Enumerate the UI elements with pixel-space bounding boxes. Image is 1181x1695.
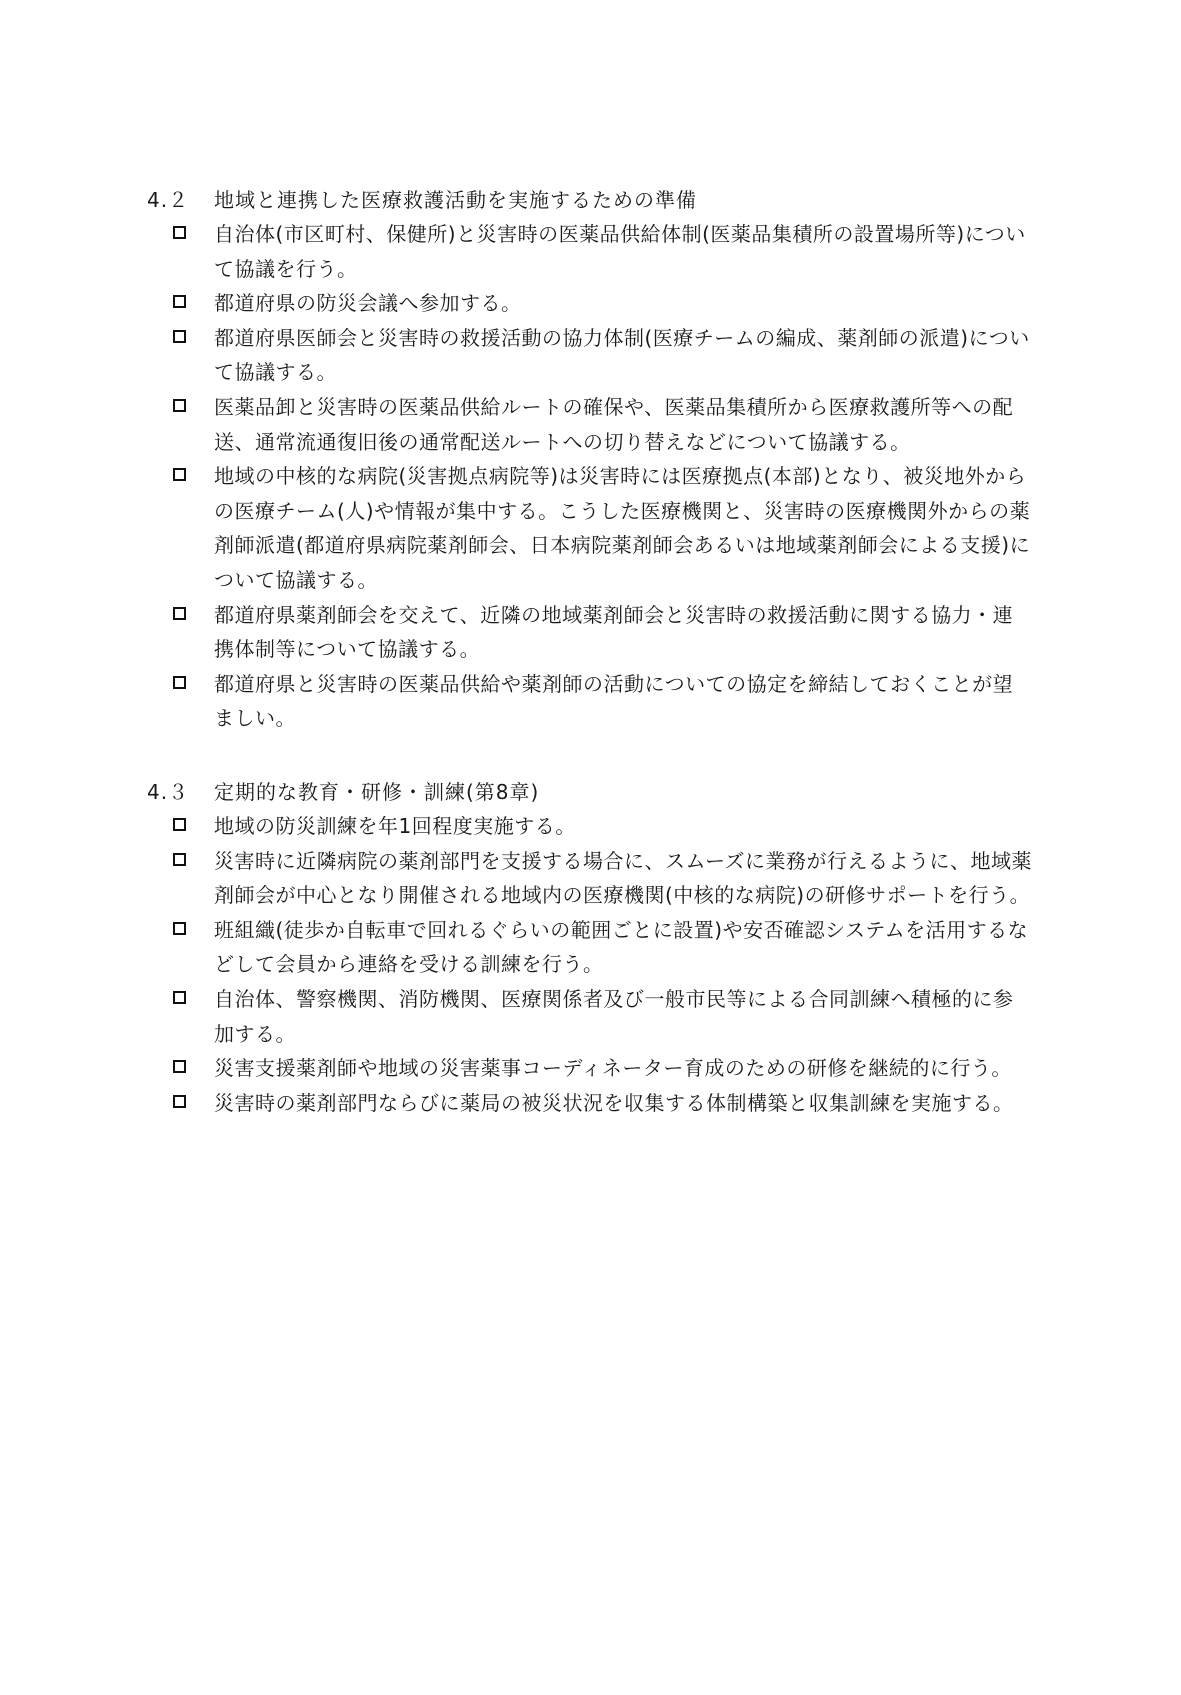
section-number: 4.３ <box>147 780 190 804</box>
checklist-item-text: 災害支援薬剤師や地域の災害薬事コーディネーター育成のための研修を継続的に行う。 <box>214 1056 1012 1081</box>
section-title: 地域と連携した医療救護活動を実施するための準備 <box>214 188 697 212</box>
checklist-item <box>147 321 1047 390</box>
empty-checkbox-icon[interactable] <box>173 676 186 689</box>
empty-checkbox-icon[interactable] <box>173 399 186 412</box>
checklist-item-text: 災害時の薬剤部門ならびに薬局の被災状況を収集する体制構築と収集訓練を実施する。 <box>214 1090 1014 1115</box>
empty-checkbox-icon[interactable] <box>173 853 186 866</box>
checklist-item-text: 災害時に近隣病院の薬剤部門を支援する場合に、スムーズに業務が行えるように、地域薬剤師会が中心となり開催される地域内の医療機関(中核的な病院)の研修サポートを行う。 <box>214 848 1032 908</box>
section-number: 4.２ <box>147 188 190 212</box>
checklist-item-text: 都道府県の防災会議へ参加する。 <box>214 291 522 316</box>
checklist-item-text: 都道府県医師会と災害時の救援活動の協力体制(医療チームの編成、薬剤師の派遣)について協議する。 <box>214 325 1030 385</box>
checklist-item <box>147 390 1047 459</box>
empty-checkbox-icon[interactable] <box>173 818 186 831</box>
empty-checkbox-icon[interactable] <box>173 468 186 481</box>
checklist-item-text: 医薬品卸と災害時の医薬品供給ルートの確保や、医薬品集積所から医療救護所等への配送、通常流通復旧後の通常配送ルートへの切り替えなどについて協議する。 <box>214 394 1014 454</box>
checklist-item <box>147 1051 1047 1086</box>
checklist-item <box>147 598 1047 667</box>
checklist-item-text: 地域の中核的な病院(災害拠点病院等)は災害時には医療拠点(本部)となり、被災地外からの医療チーム(人)や情報が集中する。こうした医療機関と、災害時の医療機関外からの薬剤師派遣(都道府県病院薬剤師会、日本病院薬剤師会あるいは地域薬剤師会による支援)について協議する。 <box>214 464 1031 592</box>
checklist-item-text: 地域の防災訓練を年1回程度実施する。 <box>214 814 576 838</box>
checklist-item-text: 都道府県薬剤師会を交えて、近隣の地域薬剤師会と災害時の救援活動に関する協力・連携体制等について協議する。 <box>214 602 1014 662</box>
checklist-item <box>147 982 1047 1051</box>
checklist-item-text: 自治体、警察機関、消防機関、医療関係者及び一般市民等による合同訓練へ積極的に参加する。 <box>214 986 1014 1046</box>
section-4-2 <box>147 183 1047 736</box>
checklist-item <box>147 459 1047 597</box>
empty-checkbox-icon[interactable] <box>173 922 186 935</box>
checklist-item <box>147 286 1047 321</box>
checklist-item <box>147 1086 1047 1121</box>
section-4-3 <box>147 775 1047 1120</box>
checklist-item <box>147 844 1047 913</box>
checklist-item <box>147 809 1047 844</box>
checklist-item <box>147 667 1047 736</box>
empty-checkbox-icon[interactable] <box>173 226 186 239</box>
empty-checkbox-icon[interactable] <box>173 330 186 343</box>
checklist-item-text: 都道府県と災害時の医薬品供給や薬剤師の活動についての協定を締結しておくことが望ましい。 <box>214 671 1014 731</box>
checklist-item <box>147 217 1047 286</box>
checklist-item-text: 自治体(市区町村、保健所)と災害時の医薬品供給体制(医薬品集積所の設置場所等)について協議を行う。 <box>214 222 1026 281</box>
empty-checkbox-icon[interactable] <box>173 1095 186 1108</box>
section-heading <box>147 775 1047 809</box>
empty-checkbox-icon[interactable] <box>173 991 186 1004</box>
empty-checkbox-icon[interactable] <box>173 607 186 620</box>
checklist-item <box>147 913 1047 982</box>
empty-checkbox-icon[interactable] <box>173 1060 186 1073</box>
section-heading <box>147 183 1047 217</box>
section-title: 定期的な教育・研修・訓練(第8章) <box>214 780 540 804</box>
empty-checkbox-icon[interactable] <box>173 295 186 308</box>
checklist-item-text: 班組織(徒歩か自転車で回れるぐらいの範囲ごとに設置)や安否確認システムを活用するなどして会員から連絡を受ける訓練を行う。 <box>214 917 1029 977</box>
